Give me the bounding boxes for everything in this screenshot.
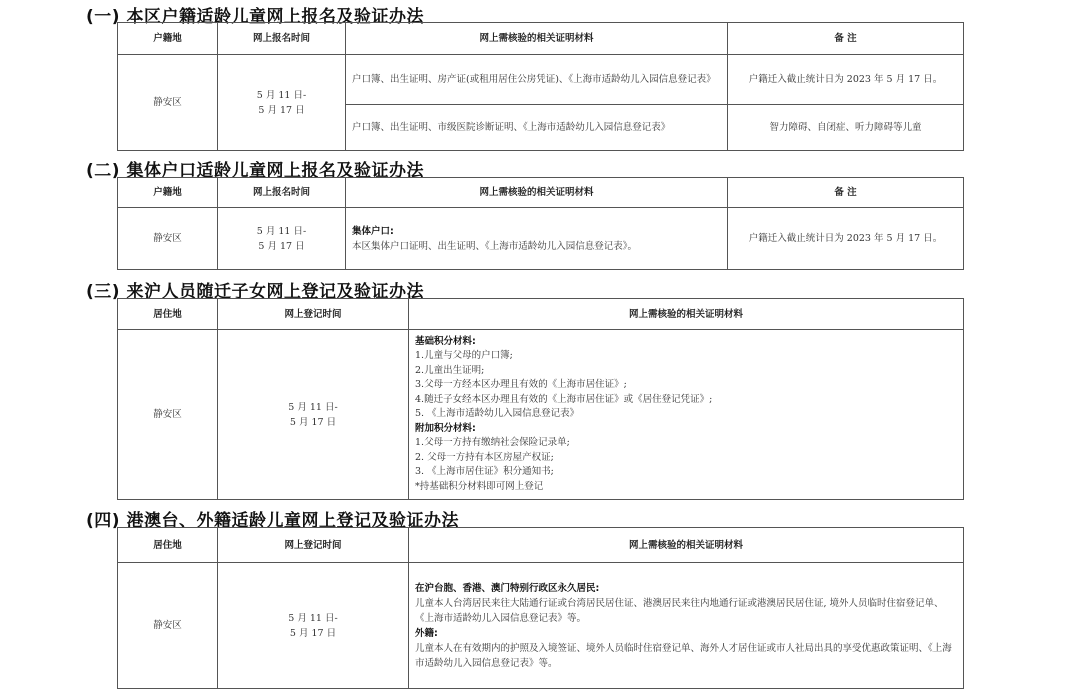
time-end: 5 月 17 日 — [289, 416, 337, 428]
time-start: 5 月 11 日- — [256, 89, 307, 101]
group-title-hk-macau-taiwan: 在沪台胞、香港、澳门特别行政区永久居民: — [415, 582, 600, 594]
group-text-hk-macau-taiwan: 儿童本人台湾居民来往大陆通行证或台湾居民居住证、港澳居民来往内地通行证或港澳居民居住证, 境外人员临时住宿登记单、《上海市适龄幼儿入园信息登记表》等。 — [415, 597, 944, 624]
section-3-table — [117, 298, 964, 500]
section-2-title: (二) 集体户口适龄儿童网上报名及验证办法 — [86, 161, 424, 181]
time-end: 5 月 17 日 — [289, 627, 337, 639]
header-materials: 网上需核验的相关证明材料 — [346, 178, 728, 208]
time-cell — [218, 208, 346, 270]
header-time: 网上报名时间 — [218, 178, 346, 208]
note-cell: 智力障碍、自闭症、听力障碍等儿童 — [728, 105, 964, 151]
materials-subtitle: 集体户口: — [352, 225, 394, 237]
basic-materials-title: 基础积分材料: — [415, 335, 476, 347]
time-cell — [218, 55, 346, 151]
list-item: 2. 父母一方持有本区房屋产权证; — [415, 451, 554, 463]
note-cell: 户籍迁入截止统计日为 2023 年 5 月 17 日。 — [728, 208, 964, 270]
section-4-title: (四) 港澳台、外籍适龄儿童网上登记及验证办法 — [86, 511, 459, 531]
time-start: 5 月 11 日- — [256, 225, 307, 237]
list-item: *持基础积分材料即可网上登记 — [415, 480, 544, 492]
section-3-title: (三) 来沪人员随迁子女网上登记及验证办法 — [86, 282, 424, 302]
materials-cell: 户口簿、出生证明、房产证(或租用居住公房凭证)、《上海市适龄幼儿入园信息登记表》 — [346, 55, 728, 105]
header-notes: 备 注 — [728, 23, 964, 55]
note-cell: 户籍迁入截止统计日为 2023 年 5 月 17 日。 — [728, 55, 964, 105]
list-item: 1.父母一方持有缴纳社会保险记录单; — [415, 437, 570, 449]
materials-cell: 户口簿、出生证明、市级医院诊断证明、《上海市适龄幼儿入园信息登记表》 — [346, 105, 728, 151]
list-item: 3.父母一方经本区办理且有效的《上海市居住证》; — [415, 379, 627, 391]
district-cell: 静安区 — [118, 563, 218, 689]
materials-cell — [409, 563, 964, 689]
header-residence: 居住地 — [118, 528, 218, 563]
header-residence: 居住地 — [118, 299, 218, 330]
list-item: 4.随迁子女经本区办理且有效的《上海市居住证》或《居住登记凭证》; — [415, 393, 713, 405]
header-materials: 网上需核验的相关证明材料 — [409, 299, 964, 330]
section-2-table — [117, 177, 964, 270]
section-1-title: (一) 本区户籍适龄儿童网上报名及验证办法 — [86, 7, 424, 27]
section-4-table — [117, 527, 964, 689]
district-cell: 静安区 — [118, 55, 218, 151]
list-item: 5. 《上海市适龄幼儿入园信息登记表》 — [415, 408, 580, 420]
time-start: 5 月 11 日- — [288, 401, 338, 413]
header-time: 网上登记时间 — [218, 299, 409, 330]
district-cell: 静安区 — [118, 330, 218, 500]
extra-materials-title: 附加积分材料: — [415, 422, 476, 434]
time-cell — [218, 563, 409, 689]
header-time: 网上报名时间 — [218, 23, 346, 55]
header-residence: 户籍地 — [118, 23, 218, 55]
time-start: 5 月 11 日- — [288, 612, 338, 624]
header-time: 网上登记时间 — [218, 528, 409, 563]
materials-text: 本区集体户口证明、出生证明、《上海市适龄幼儿入园信息登记表》。 — [352, 240, 638, 252]
time-end: 5 月 17 日 — [258, 104, 305, 116]
header-materials: 网上需核验的相关证明材料 — [409, 528, 964, 563]
header-notes: 备 注 — [728, 178, 964, 208]
list-item: 1.儿童与父母的户口簿; — [415, 350, 513, 362]
materials-cell — [409, 330, 964, 500]
list-item: 3. 《上海市居住证》积分通知书; — [415, 466, 554, 478]
group-title-foreign: 外籍: — [415, 627, 438, 639]
time-end: 5 月 17 日 — [258, 240, 305, 252]
section-1-table — [117, 22, 964, 151]
header-materials: 网上需核验的相关证明材料 — [346, 23, 728, 55]
district-cell: 静安区 — [118, 208, 218, 270]
materials-cell — [346, 208, 728, 270]
header-residence: 户籍地 — [118, 178, 218, 208]
list-item: 2.儿童出生证明; — [415, 364, 485, 376]
time-cell — [218, 330, 409, 500]
group-text-foreign: 儿童本人在有效期内的护照及入境签证、境外人员临时住宿登记单、海外人才居住证或市人社局出具的享受优惠政策证明、《上海市适龄幼儿入园信息登记表》等。 — [415, 642, 952, 669]
